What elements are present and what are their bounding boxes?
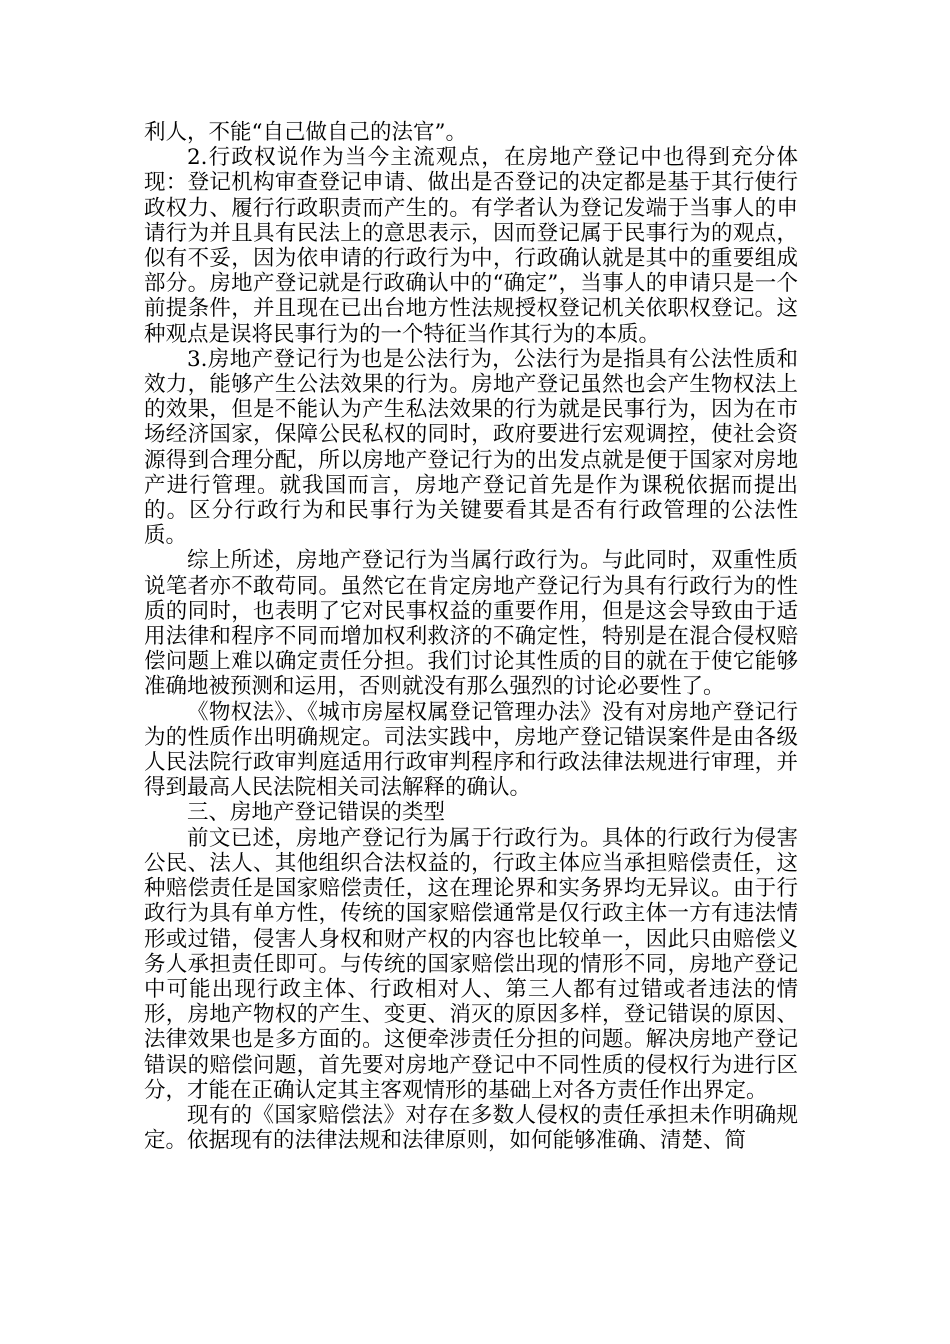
paragraph-continuation: 利人，不能“自己做自己的法官”。 (144, 120, 467, 145)
section-heading: 三、房地产登记错误的类型 (187, 800, 446, 826)
paragraph-state-compensation: 现有的《国家赔偿法》对存在多数人侵权的责任承担未作明确规定。依据现有的法律法规和法律原则，如何能够准确、清楚、简 (144, 1102, 798, 1154)
paragraph-registration-errors: 前文已述，房地产登记行为属于行政行为。具体的行政行为侵害公民、法人、其他组织合法权益的，行政主体应当承担赔偿责任，这种赔偿责任是国家赔偿责任，这在理论界和实务界均无异议。由于行政行为具有单方性，传统的国家赔偿通常是仅行政主体一方有违法情形或过错，侵害人身权和财产权的内容也比较单一，因此只由赔偿义务人承担责任即可。与传统的国家赔偿出现的情形不同，房地产登记中可能出现行政主体、行政相对人、第三人都有过错或者违法的情形，房地产物权的产生、变更、消灭的原因多样，登记错误的原因、法律效果也是多方面的。这便牵涉责任分担的问题。解决房地产登记错误的赔偿问题，首先要对房地产登记中不同性质的侵权行为进行区分，才能在正确认定其主客观情形的基础上对各方责任作出界定。 (144, 825, 798, 1103)
paragraph-summary: 综上所述，房地产登记行为当属行政行为。与此同时，双重性质说笔者亦不敢苟同。虽然它在肯定房地产登记行为具有行政行为的性质的同时，也表明了它对民事权益的重要作用，但是这会导致由于适用法律和程序不同而增加权利救济的不确定性，特别是在混合侵权赔偿问题上难以确定责任分担。我们讨论其性质的目的就在于使它能够准确地被预测和运用，否则就没有那么强烈的讨论必要性了。 (144, 548, 798, 700)
paragraph-public-law-act: 3.房地产登记行为也是公法行为，公法行为是指具有公法性质和效力，能够产生公法效果的行为。房地产登记虽然也会产生物权法上的效果，但是不能认为产生私法效果的行为就是民事行为，因为在市场经济国家，保障公民私权的同时，政府要进行宏观调控，使社会资源得到合理分配，所以房地产登记行为的出发点就是便于国家对房地产进行管理。就我国而言，房地产登记首先是作为课税依据而提出的。区分行政行为和民事行为关键要看其是否有行政管理的公法性质。 (144, 346, 798, 549)
paragraph-administrative-power: 2.行政权说作为当今主流观点，在房地产登记中也得到充分体现：登记机构审查登记申请、做出是否登记的决定都是基于其行使行政权力、履行行政职责而产生的。有学者认为登记发端于当事人的申请行为并且具有民法上的意思表示，因而登记属于民事行为的观点，似有不妥，因为依申请的行政行为中，行政确认就是其中的重要组成部分。房地产登记就是行政确认中的“确定”，当事人的申请只是一个前提条件，并且现在已出台地方性法规授权登记机关依职权登记。这种观点是误将民事行为的一个特征当作其行为的本质。 (144, 145, 798, 347)
paragraph-property-law: 《物权法》、《城市房屋权属登记管理办法》没有对房地产登记行为的性质作出明确规定。司法实践中，房地产登记错误案件是由各级人民法院行政审判庭适用行政审判程序和行政法律法规进行审理，并得到最高人民法院相关司法解释的确认。 (144, 699, 798, 801)
document-body (144, 120, 798, 1153)
